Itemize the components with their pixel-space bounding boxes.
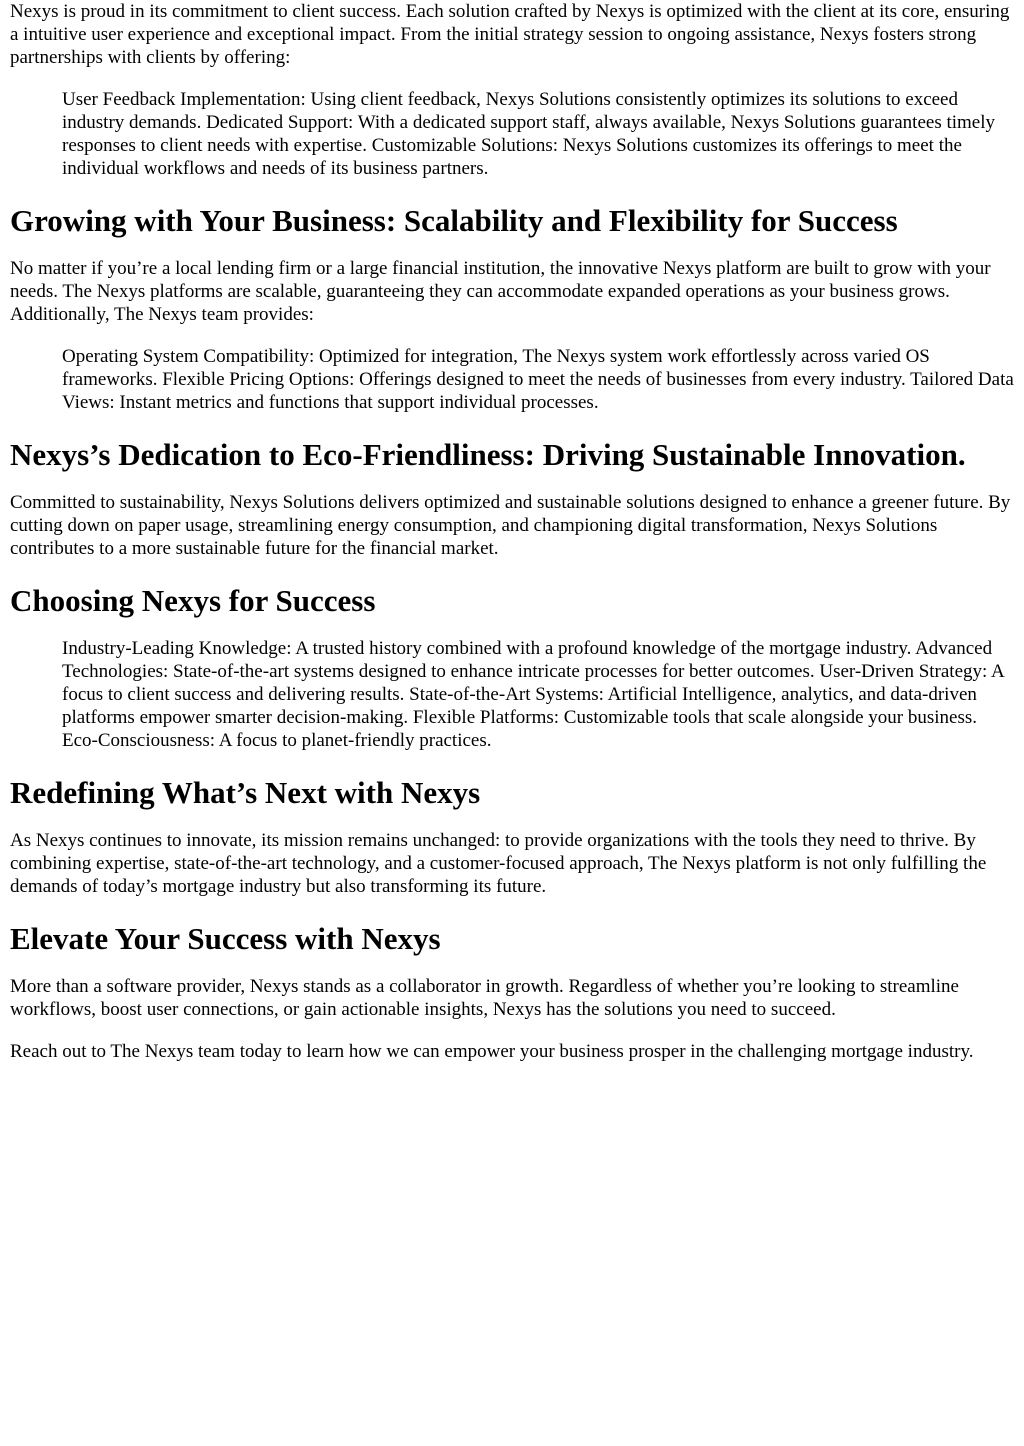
section-heading-elevate: Elevate Your Success with Nexys [10, 921, 441, 956]
section-heading-redefining: Redefining What’s Next with Nexys [10, 775, 481, 810]
contact-paragraph: Reach out to The Nexys team today to learn how we can empower your business prosper in the challenging mortgage industry. [10, 1041, 974, 1062]
intro-paragraph: Nexys is proud in its commitment to client success. Each solution crafted by Nexys is optimized with the client at its core, ensuring a intuitive user experience and exceptional impact. From the initial strategy session to ongoing assistance, Nexys fosters strong partnerships with clients by offering: [10, 1, 1010, 68]
section-heading-eco-friendliness: Nexys’s Dedication to Eco-Friendliness: Driving Sustainable Innovation. [10, 437, 966, 472]
section-heading-choosing-nexys: Choosing Nexys for Success [10, 583, 376, 618]
section-heading-scalability: Growing with Your Business: Scalability and Flexibility for Success [10, 203, 898, 238]
scalability-paragraph: No matter if you’re a local lending firm or a large financial institution, the innovative Nexys platform are built to grow with your needs. The Nexys platforms are scalable, guaranteeing they can accommodate expanded operations as your business grows. Additionally, The Nexys team provides: [10, 258, 991, 325]
elevate-paragraph: More than a software provider, Nexys stands as a collaborator in growth. Regardless of whether you’re looking to streamline workflows, boost user connections, or gain actionable insights, Nexys has the solutions you need to succeed. [10, 976, 959, 1020]
eco-friendliness-paragraph: Committed to sustainability, Nexys Solutions delivers optimized and sustainable solutions designed to enhance a greener future. By cutting down on paper usage, streamlining energy consumption, and championing digital transformation, Nexys Solutions contributes to a more sustainable future for the financial market. [10, 492, 1011, 559]
scalability-blockquote: Operating System Compatibility: Optimized for integration, The Nexys system work effortlessly across varied OS frameworks. Flexible Pricing Options: Offerings designed to meet the needs of businesses from every industry. Tailored Data Views: Instant metrics and functions that support individual processes. [62, 346, 1014, 413]
intro-blockquote: User Feedback Implementation: Using client feedback, Nexys Solutions consistently optimizes its solutions to exceed industry demands. Dedicated Support: With a dedicated support staff, always available, Nexys Solutions guarantees timely responses to client needs with expertise. Customizable Solutions: Nexys Solutions customizes its offerings to meet the individual workflows and needs of its business partners. [62, 89, 996, 179]
choosing-nexys-blockquote: Industry-Leading Knowledge: A trusted history combined with a profound knowledge of the mortgage industry. Advanced Technologies: State-of-the-art systems designed to enhance intricate processes for better outcomes. User-Driven Strategy: A focus to client success and delivering results. State-of-the-Art Systems: Artificial Intelligence, analytics, and data-driven platforms empower smarter decision-making. Flexible Platforms: Customizable tools that scale alongside your business. Eco-Consciousness: A focus to planet-friendly practices. [62, 638, 1004, 751]
redefining-paragraph: As Nexys continues to innovate, its mission remains unchanged: to provide organizations with the tools they need to thrive. By combining expertise, state-of-the-art technology, and a customer-focused approach, The Nexys platform is not only fulfilling the demands of today’s mortgage industry but also transforming its future. [10, 830, 987, 897]
